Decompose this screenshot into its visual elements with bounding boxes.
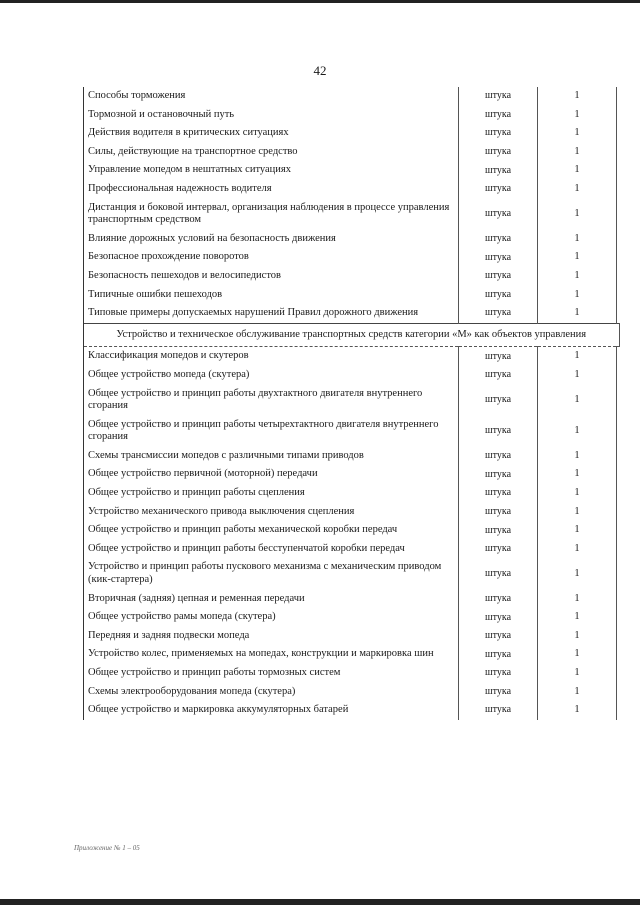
item-name: Устройство и принцип работы пускового механизма с механическим приводом (кик-стартера): [84, 558, 459, 589]
unit-cell: штука: [459, 267, 538, 286]
item-name: Безопасное прохождение поворотов: [84, 248, 459, 267]
quantity-cell: 1: [538, 248, 617, 267]
section-header-group: [84, 323, 620, 347]
quantity-cell: 1: [538, 124, 617, 143]
quantity-cell: 1: [538, 701, 617, 720]
table-row: [84, 645, 620, 664]
quantity-cell: 1: [538, 645, 617, 664]
table-right-edge: [617, 521, 620, 540]
table-row: [84, 701, 620, 720]
table-row: [84, 540, 620, 559]
table-right-edge: [617, 143, 620, 162]
quantity-cell: 1: [538, 385, 617, 416]
quantity-cell: 1: [538, 230, 617, 249]
table-row: [84, 230, 620, 249]
quantity-cell: 1: [538, 664, 617, 683]
table-row: [84, 347, 620, 366]
table-row: [84, 124, 620, 143]
unit-cell: штука: [459, 465, 538, 484]
table-right-edge: [617, 416, 620, 447]
table-body-before-section: [84, 87, 620, 323]
item-name: Общее устройство и принцип работы тормозных систем: [84, 664, 459, 683]
quantity-cell: 1: [538, 267, 617, 286]
item-name: Дистанция и боковой интервал, организация наблюдения в процессе управления транспортным средством: [84, 199, 459, 230]
table-right-edge: [617, 106, 620, 125]
item-name: Влияние дорожных условий на безопасность движения: [84, 230, 459, 249]
unit-cell: штука: [459, 521, 538, 540]
quantity-cell: 1: [538, 286, 617, 305]
table-right-edge: [617, 645, 620, 664]
unit-cell: штука: [459, 180, 538, 199]
quantity-cell: 1: [538, 304, 617, 323]
unit-cell: штука: [459, 347, 538, 366]
unit-cell: штука: [459, 199, 538, 230]
table-row: [84, 465, 620, 484]
table-right-edge: [617, 347, 620, 366]
scan-bottom-edge: [0, 899, 640, 905]
table-right-edge: [617, 161, 620, 180]
item-name: Управление мопедом в нештатных ситуациях: [84, 161, 459, 180]
unit-cell: штука: [459, 540, 538, 559]
page-number: 42: [313, 63, 327, 78]
item-name: Общее устройство и принцип работы четырехтактного двигателя внутреннего сгорания: [84, 416, 459, 447]
unit-cell: штука: [459, 106, 538, 125]
unit-cell: штука: [459, 503, 538, 522]
item-name: Передняя и задняя подвески мопеда: [84, 627, 459, 646]
quantity-cell: 1: [538, 503, 617, 522]
item-name: Действия водителя в критических ситуациях: [84, 124, 459, 143]
table-right-edge: [617, 286, 620, 305]
table-right-edge: [617, 447, 620, 466]
item-name: Общее устройство рамы мопеда (скутера): [84, 608, 459, 627]
item-name: Классификация мопедов и скутеров: [84, 347, 459, 366]
unit-cell: штука: [459, 701, 538, 720]
unit-cell: штука: [459, 366, 538, 385]
item-name: Профессиональная надежность водителя: [84, 180, 459, 199]
quantity-cell: 1: [538, 608, 617, 627]
item-name: Силы, действующие на транспортное средство: [84, 143, 459, 162]
table-right-edge: [617, 366, 620, 385]
quantity-cell: 1: [538, 180, 617, 199]
table-right-edge: [617, 558, 620, 589]
unit-cell: штука: [459, 304, 538, 323]
item-name: Безопасность пешеходов и велосипедистов: [84, 267, 459, 286]
table-right-edge: [617, 385, 620, 416]
table-row: [84, 608, 620, 627]
table-right-edge: [617, 304, 620, 323]
quantity-cell: 1: [538, 590, 617, 609]
table-row: [84, 416, 620, 447]
quantity-cell: 1: [538, 558, 617, 589]
unit-cell: штука: [459, 447, 538, 466]
unit-cell: штука: [459, 143, 538, 162]
unit-cell: штука: [459, 87, 538, 106]
quantity-cell: 1: [538, 521, 617, 540]
table-row: [84, 590, 620, 609]
table-right-edge: [617, 87, 620, 106]
table-row: [84, 286, 620, 305]
quantity-cell: 1: [538, 106, 617, 125]
item-name: Схемы электрооборудования мопеда (скутера): [84, 683, 459, 702]
unit-cell: штука: [459, 416, 538, 447]
unit-cell: штука: [459, 248, 538, 267]
table-right-edge: [617, 248, 620, 267]
quantity-cell: 1: [538, 465, 617, 484]
item-name: Общее устройство и принцип работы сцепления: [84, 484, 459, 503]
table-row: [84, 385, 620, 416]
item-name: Общее устройство и принцип работы двухтактного двигателя внутреннего сгорания: [84, 385, 459, 416]
unit-cell: штука: [459, 161, 538, 180]
table-right-edge: [617, 484, 620, 503]
item-name: Общее устройство и принцип работы механической коробки передач: [84, 521, 459, 540]
table-right-edge: [617, 701, 620, 720]
table-row: [84, 161, 620, 180]
item-name: Общее устройство мопеда (скутера): [84, 366, 459, 385]
table-row: [84, 683, 620, 702]
unit-cell: штука: [459, 645, 538, 664]
table-right-edge: [617, 180, 620, 199]
quantity-cell: 1: [538, 347, 617, 366]
quantity-cell: 1: [538, 627, 617, 646]
table-row: [84, 484, 620, 503]
quantity-cell: 1: [538, 161, 617, 180]
unit-cell: штука: [459, 683, 538, 702]
table-row: [84, 447, 620, 466]
table-right-edge: [617, 664, 620, 683]
table-right-edge: [617, 608, 620, 627]
item-name: Устройство колес, применяемых на мопедах, конструкции и маркировка шин: [84, 645, 459, 664]
table-right-edge: [617, 627, 620, 646]
item-name: Способы торможения: [84, 87, 459, 106]
quantity-cell: 1: [538, 366, 617, 385]
item-name: Типичные ошибки пешеходов: [84, 286, 459, 305]
unit-cell: штука: [459, 608, 538, 627]
table-right-edge: [617, 124, 620, 143]
scan-top-edge: [0, 0, 640, 3]
quantity-cell: 1: [538, 416, 617, 447]
table-right-edge: [617, 503, 620, 522]
item-name: Общее устройство и принцип работы бесступенчатой коробки передач: [84, 540, 459, 559]
section-header-row: [84, 323, 620, 347]
unit-cell: штука: [459, 558, 538, 589]
table-right-edge: [617, 683, 620, 702]
table-right-edge: [617, 199, 620, 230]
item-name: Схемы трансмиссии мопедов с различными типами приводов: [84, 447, 459, 466]
unit-cell: штука: [459, 590, 538, 609]
unit-cell: штука: [459, 627, 538, 646]
item-name: Вторичная (задняя) цепная и ременная передачи: [84, 590, 459, 609]
table-right-edge: [617, 267, 620, 286]
item-name: Общее устройство и маркировка аккумуляторных батарей: [84, 701, 459, 720]
table-row: [84, 87, 620, 106]
table-row: [84, 366, 620, 385]
table-row: [84, 106, 620, 125]
item-name: Типовые примеры допускаемых нарушений Правил дорожного движения: [84, 304, 459, 323]
footer-note: Приложение № 1 – 05: [74, 844, 140, 852]
table-row: [84, 267, 620, 286]
table-right-edge: [617, 465, 620, 484]
quantity-cell: 1: [538, 199, 617, 230]
table-row: [84, 627, 620, 646]
table-row: [84, 248, 620, 267]
table-right-edge: [617, 230, 620, 249]
unit-cell: штука: [459, 124, 538, 143]
quantity-cell: 1: [538, 447, 617, 466]
unit-cell: штука: [459, 230, 538, 249]
table-row: [84, 521, 620, 540]
unit-cell: штука: [459, 664, 538, 683]
quantity-cell: 1: [538, 87, 617, 106]
unit-cell: штука: [459, 286, 538, 305]
table-row: [84, 199, 620, 230]
item-name: Общее устройство первичной (моторной) передачи: [84, 465, 459, 484]
table-row: [84, 180, 620, 199]
quantity-cell: 1: [538, 143, 617, 162]
table-body-after-section: [84, 347, 620, 720]
table-right-edge: [617, 540, 620, 559]
table-row: [84, 664, 620, 683]
equipment-table: [83, 87, 620, 720]
quantity-cell: 1: [538, 540, 617, 559]
item-name: Тормозной и остановочный путь: [84, 106, 459, 125]
quantity-cell: 1: [538, 484, 617, 503]
table-row: [84, 304, 620, 323]
table-row: [84, 503, 620, 522]
section-title: Устройство и техническое обслуживание транспортных средств категории «M» как объектов управления: [84, 323, 620, 347]
unit-cell: штука: [459, 385, 538, 416]
quantity-cell: 1: [538, 683, 617, 702]
table-row: [84, 558, 620, 589]
table-row: [84, 143, 620, 162]
item-name: Устройство механического привода выключения сцепления: [84, 503, 459, 522]
table-right-edge: [617, 590, 620, 609]
unit-cell: штука: [459, 484, 538, 503]
